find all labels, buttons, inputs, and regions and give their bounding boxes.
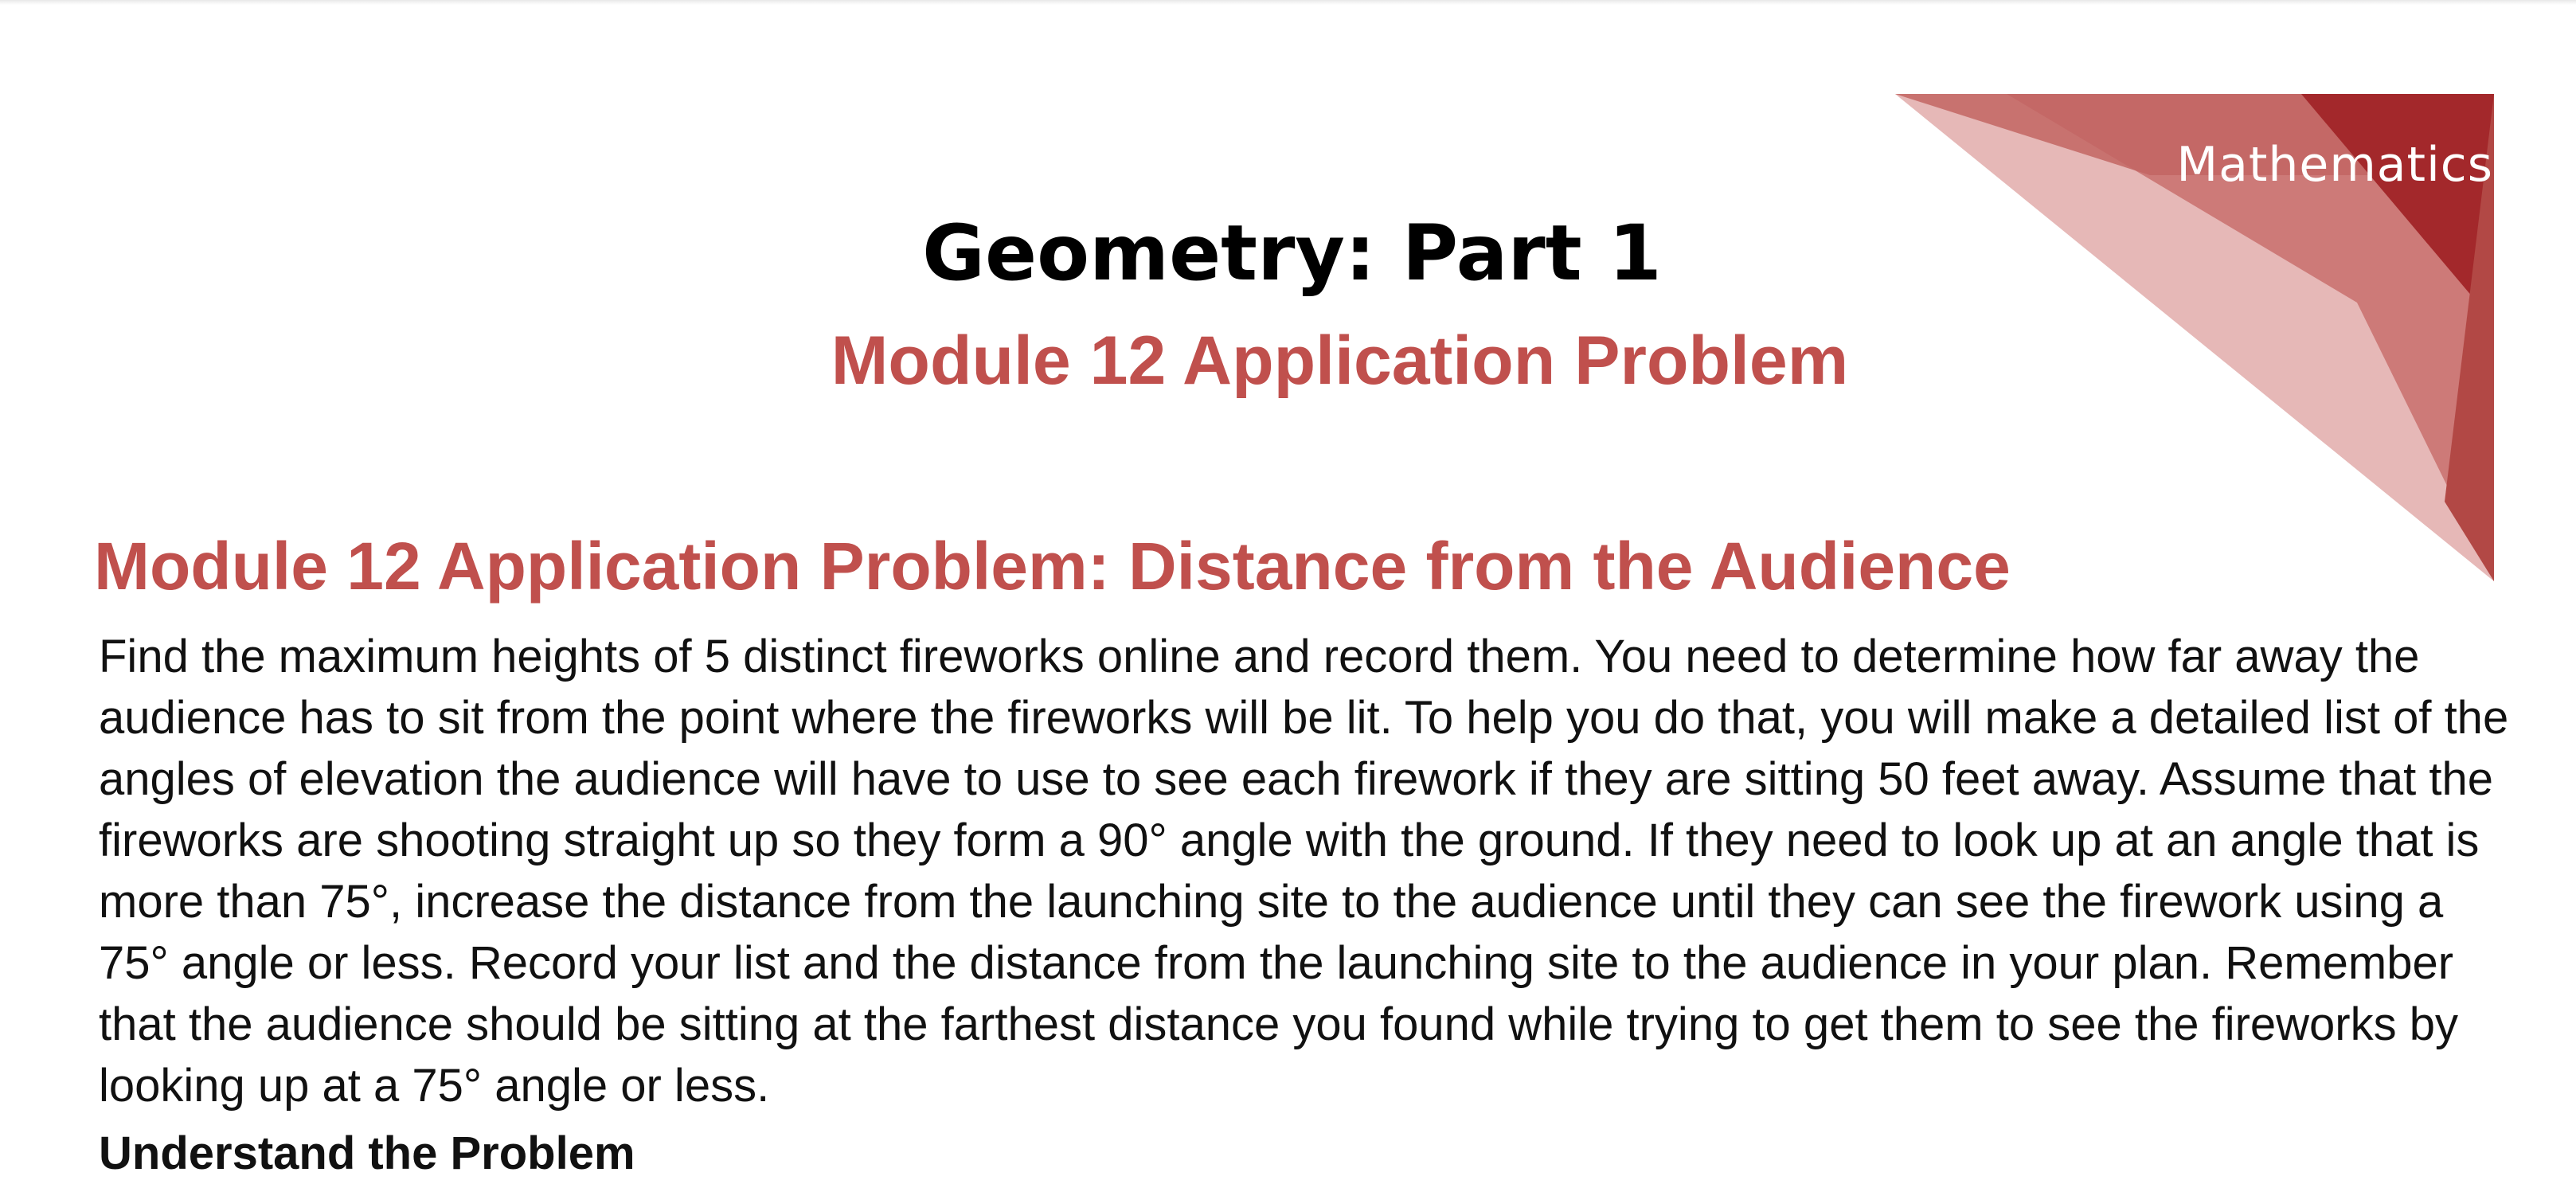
page-title: Geometry: Part 1	[922, 209, 1662, 298]
page-top-edge	[0, 0, 2576, 5]
problem-description: Find the maximum heights of 5 distinct fireworks online and record them. You need to determine how far away the audience has to sit from the point where the fireworks will be lit. To help you do that, you will make a detailed list of the angles of elevation the audience will have to use to see each firework if they are sitting 50 feet away. Assume that the fireworks are shooting straight up so they form a 90° angle with the ground. If they need to look up at an angle that is more than 75°, increase the distance from the launching site to the audience until they can see the firework using a 75° angle or less. Record your list and the distance from the launching site to the audience in your plan. Remember that the audience should be sitting at the farthest distance you found while trying to get them to see the fireworks by looking up at a 75° angle or less.	[99, 631, 2509, 1112]
section-heading: Module 12 Application Problem: Distance from the Audience	[94, 529, 2011, 604]
page-subtitle: Module 12 Application Problem	[831, 322, 1849, 399]
understand-problem-heading: Understand the Problem	[99, 1127, 635, 1179]
subject-label: Mathematics	[2176, 137, 2493, 193]
